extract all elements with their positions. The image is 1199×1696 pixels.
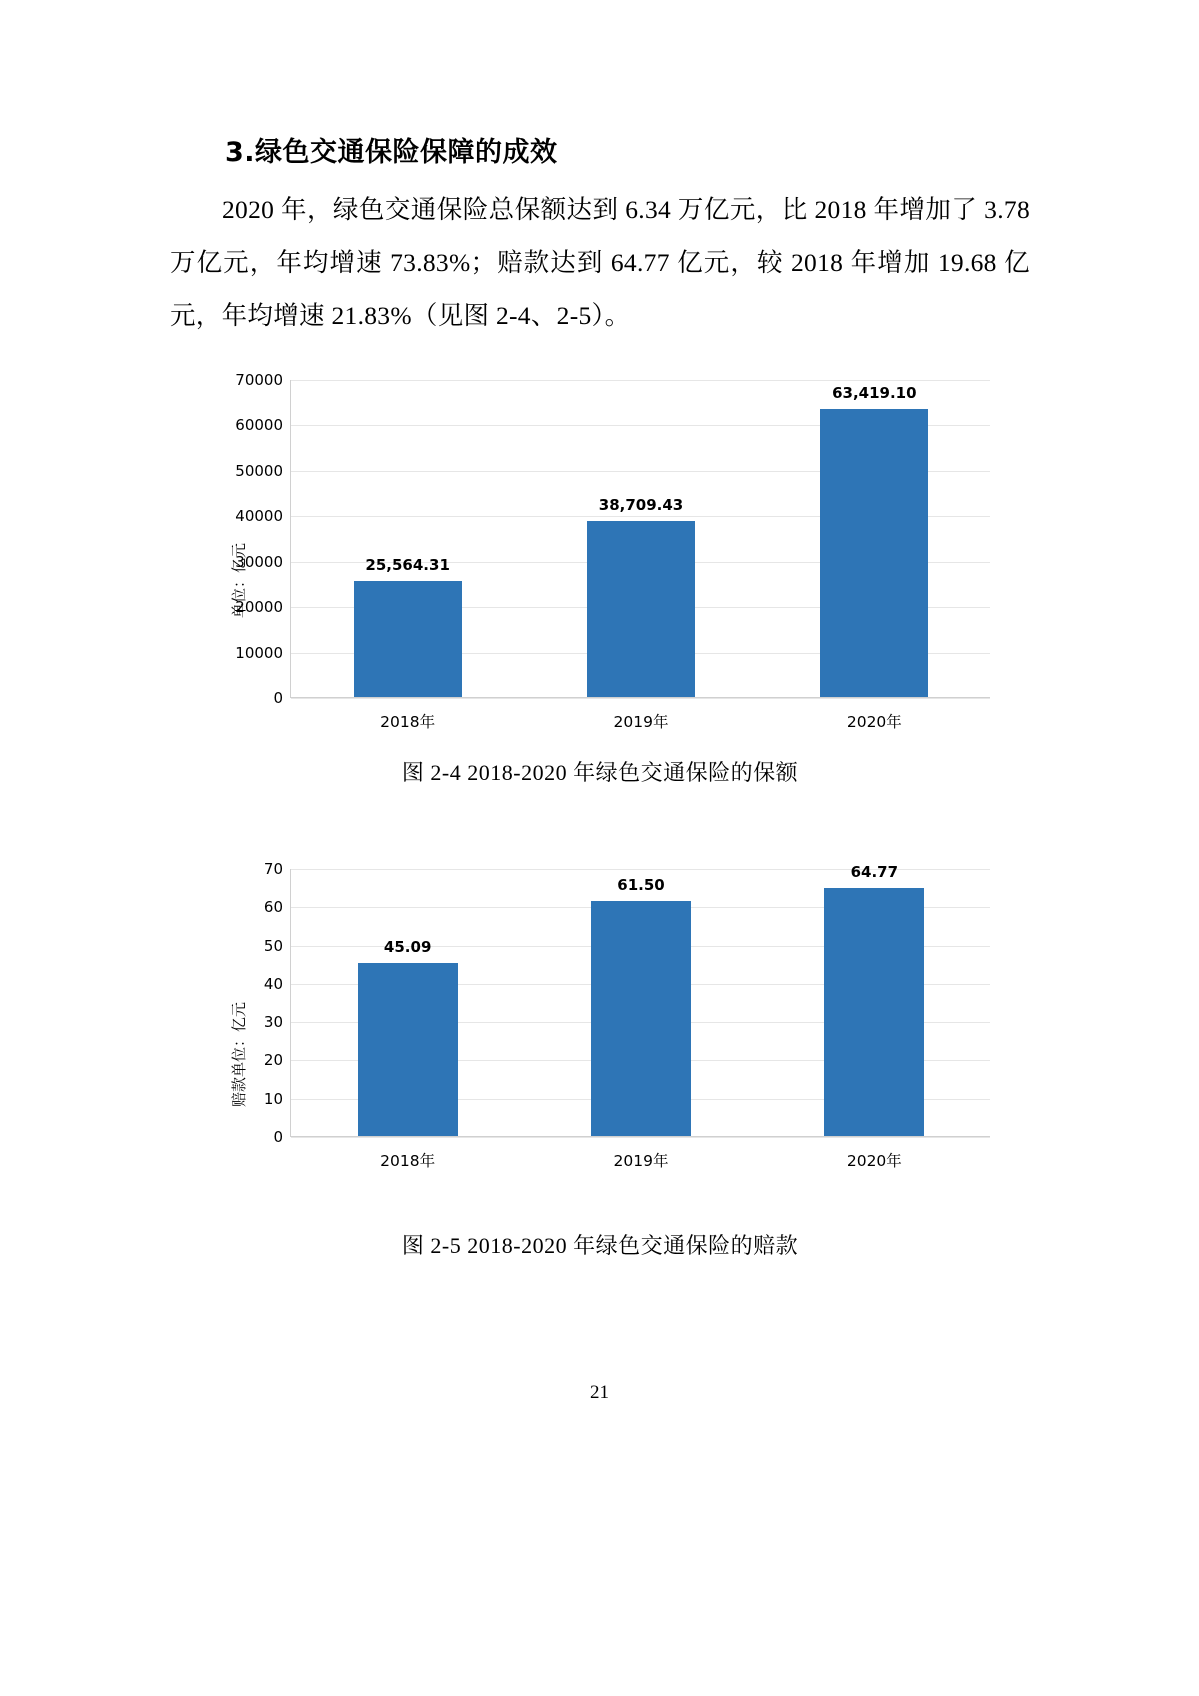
bar-value-label: 61.50 <box>617 875 665 894</box>
bar-value-label: 25,564.31 <box>365 555 450 574</box>
x-axis-category-label: 2019年 <box>613 1152 669 1170</box>
gridline <box>291 698 990 699</box>
y-axis-tick-label: 20000 <box>235 598 283 617</box>
bar-value-label: 63,419.10 <box>832 383 917 402</box>
page-content <box>170 130 1030 1260</box>
y-axis-tick-label: 40000 <box>235 507 283 526</box>
y-axis-tick-label: 10000 <box>235 643 283 662</box>
figure-2-4-caption: 图 2-4 2018-2020 年绿色交通保险的保额 <box>401 760 799 785</box>
x-axis-category-label: 2018年 <box>380 713 436 731</box>
y-axis-tick-label: 30 <box>263 1013 283 1032</box>
figure-2-5 <box>170 857 1030 1260</box>
chart-bar <box>358 963 458 1136</box>
y-axis-tick-label: 0 <box>273 1128 283 1146</box>
y-axis-tick-label: 70 <box>263 860 283 878</box>
x-axis-category-label: 2020年 <box>846 1152 902 1170</box>
figure-2-4 <box>170 368 1030 787</box>
y-axis-tick-label: 30000 <box>235 552 283 571</box>
bar-value-label: 38,709.43 <box>598 496 684 515</box>
chart-2-5-y-axis-title: 赔款单位：亿元 <box>230 1001 248 1107</box>
chart-2-5-plot-area <box>170 857 1030 1187</box>
x-axis-category-label: 2018年 <box>380 1152 436 1170</box>
gridline <box>291 380 990 381</box>
y-axis-tick-label: 10 <box>263 1089 283 1108</box>
chart-2-5-plot <box>263 860 990 1170</box>
body-paragraph: 2020 年，绿色交通保险总保额达到 6.34 万亿元，比 2018 年增加了 3.78 万亿元，年均增速 73.83%；赔款达到 64.77 亿元，较 2018 年增加 19.68 亿元，年均增速 21.83%（见图 2-4、2-5）。 <box>170 195 1030 330</box>
gridline <box>291 1137 990 1138</box>
section-heading: 3.绿色交通保险保障的成效 <box>225 137 558 168</box>
y-axis-tick-label: 70000 <box>235 371 283 389</box>
y-axis-tick-label: 60 <box>263 898 283 917</box>
chart-bar <box>354 581 462 697</box>
y-axis-tick-label: 20 <box>263 1051 283 1070</box>
y-axis-tick-label: 40 <box>263 974 283 993</box>
chart-2-4-plot-area <box>170 368 1030 748</box>
y-axis-tick-label: 50000 <box>235 461 283 480</box>
chart-bar <box>824 888 924 1136</box>
y-axis-tick-label: 60000 <box>235 416 283 435</box>
x-axis-category-label: 2020年 <box>846 713 902 731</box>
chart-bar <box>587 521 695 697</box>
y-axis-tick-label: 0 <box>273 689 283 707</box>
figure-2-5-caption: 图 2-5 2018-2020 年绿色交通保险的赔款 <box>401 1233 799 1258</box>
chart-bar <box>591 901 691 1136</box>
x-axis-category-label: 2019年 <box>613 713 669 731</box>
y-axis-tick-label: 50 <box>263 936 283 955</box>
chart-2-4-y-axis-title: 单位：亿元 <box>230 542 248 618</box>
page-number: 21 <box>590 1382 609 1403</box>
bar-value-label: 64.77 <box>850 863 899 882</box>
chart-bar <box>820 409 928 697</box>
bar-value-label: 45.09 <box>383 938 432 957</box>
